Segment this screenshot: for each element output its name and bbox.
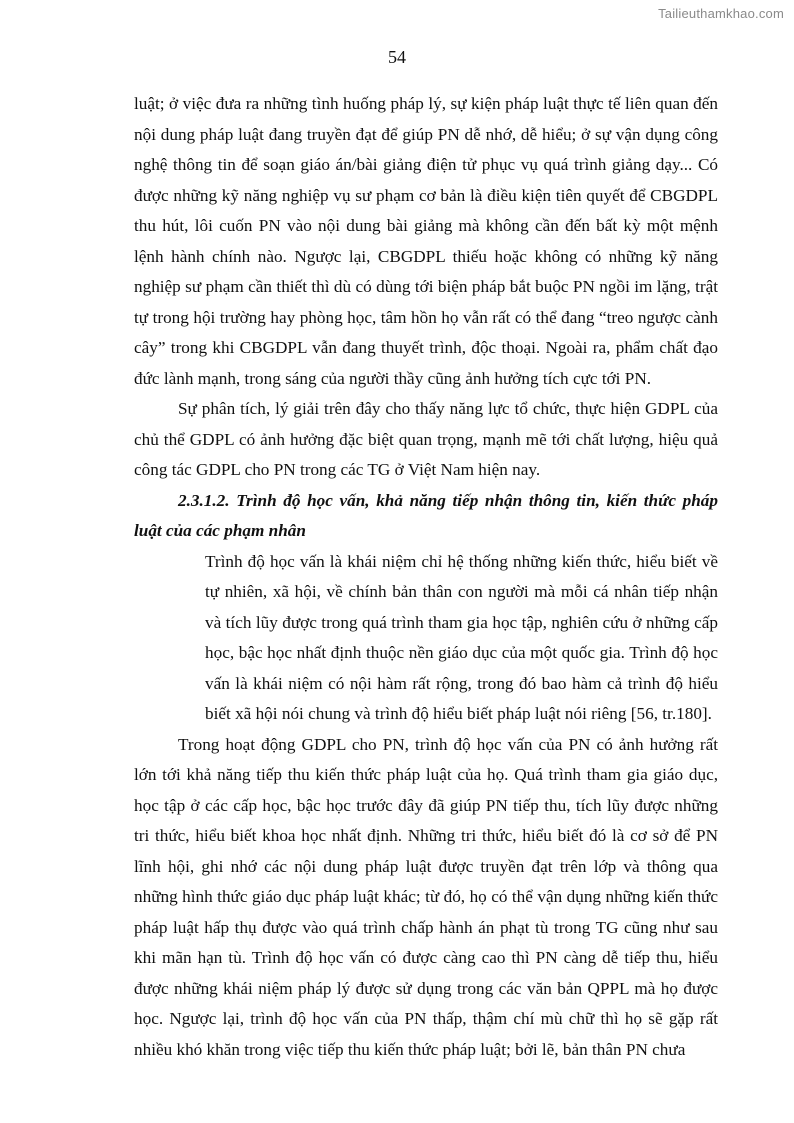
watermark: Tailieuthamkhao.com	[658, 6, 784, 21]
paragraph-continued: luật; ở việc đưa ra những tình huống pháp lý, sự kiện pháp luật thực tế liên quan đến nội dung pháp luật đang truyền đạt để giúp PN dễ nhớ, dễ hiểu; ở sự vận dụng công nghệ thông tin để soạn giáo án/bài giảng điện tử phục vụ quá trình giảng dạy... Có được những kỹ năng nghiệp vụ sư phạm cơ bản là điều kiện tiên quyết để CBGDPL thu hút, lôi cuốn PN vào nội dung bài giảng mà không cần đến bất kỳ một mệnh lệnh hành chính nào. Ngược lại, CBGDPL thiếu hoặc không có những kỹ năng nghiệp sư phạm cần thiết thì dù có dùng tới biện pháp bắt buộc PN ngồi im lặng, trật tự trong hội trường hay phòng học, tâm hồn họ vẫn rất có thể đang “treo ngược cành cây” trong khi CBGDPL vẫn đang thuyết trình, độc thoại. Ngoài ra, phẩm chất đạo đức lành mạnh, trong sáng của người thầy cũng ảnh hưởng tích cực tới PN.	[134, 94, 718, 388]
page-number: 54	[388, 47, 406, 67]
section-heading: 2.3.1.2. Trình độ học vấn, khả năng tiếp nhận thông tin, kiến thức pháp luật của các phạm nhân	[134, 490, 718, 540]
paragraph-education-level: Trong hoạt động GDPL cho PN, trình độ học vấn của PN có ảnh hưởng rất lớn tới khả năng tiếp thu kiến thức pháp luật của họ. Quá trình tham gia giáo dục, học tập ở các cấp học, bậc học trước đây đã giúp PN tiếp thu, tích lũy được những tri thức, hiểu biết khoa học nhất định. Những tri thức, hiểu biết đó là cơ sở để PN lĩnh hội, ghi nhớ các nội dung pháp luật được truyền đạt trên lớp và thông qua những hình thức giáo dục pháp luật khác; từ đó, họ có thể vận dụng những kiến thức pháp luật hấp thụ được vào quá trình chấp hành án phạt tù trong TG cũng như sau khi mãn hạn tù. Trình độ học vấn có được càng cao thì PN càng dễ tiếp thu, hiểu được những khái niệm pháp lý được sử dụng trong các văn bản QPPL mà họ được học. Ngược lại, trình độ học vấn của PN thấp, thậm chí mù chữ thì họ sẽ gặp rất nhiều khó khăn trong việc tiếp thu kiến thức pháp luật; bởi lẽ, bản thân PN chưa	[134, 734, 718, 1059]
block-quote: Trình độ học vấn là khái niệm chỉ hệ thống những kiến thức, hiểu biết về tự nhiên, xã hội, về chính bản thân con người mà mỗi cá nhân tiếp nhận và tích lũy được trong quá trình tham gia học tập, nghiên cứu ở những cấp học, bậc học nhất định thuộc nền giáo dục của một quốc gia. Trình độ học vấn là khái niệm có nội hàm rất rộng, trong đó bao hàm cả trình độ hiểu biết xã hội nói chung và trình độ hiểu biết pháp luật nói riêng [56, tr.180].	[205, 551, 718, 723]
paragraph-analysis: Sự phân tích, lý giải trên đây cho thấy năng lực tổ chức, thực hiện GDPL của chủ thể GDPL có ảnh hưởng đặc biệt quan trọng, mạnh mẽ tới chất lượng, hiệu quả công tác GDPL cho PN trong các TG ở Việt Nam hiện nay.	[134, 399, 718, 479]
document-body	[134, 89, 718, 1065]
